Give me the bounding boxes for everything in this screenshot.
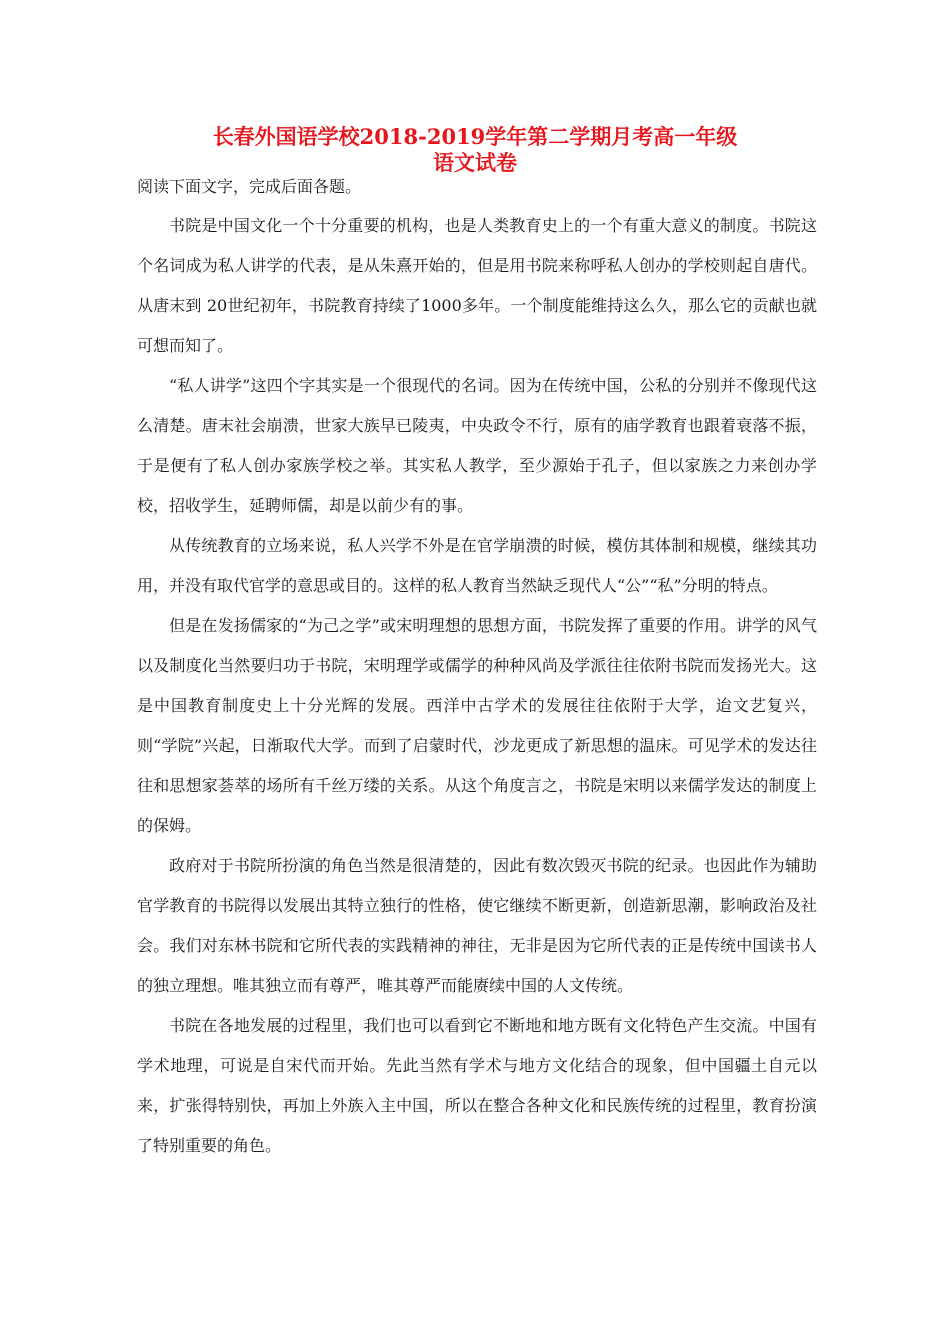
passage-paragraph-2: “私人讲学”这四个字其实是一个很现代的名词。因为在传统中国，公私的分别并不像现代这么清楚。唐末社会崩溃，世家大族早已陵夷，中央政令不行，原有的庙学教育也跟着衰落不振，于是便有了私人创办家族学校之举。其实私人教学，至少源始于孔子，但以家族之力来创办学校，招收学生，延聘师儒，却是以前少有的事。: [137, 376, 817, 515]
exam-subtitle: 语文试卷: [433, 150, 517, 175]
passage-paragraph-1: 书院是中国文化一个十分重要的机构，也是人类教育史上的一个有重大意义的制度。书院这个名词成为私人讲学的代表，是从朱熹开始的，但是用书院来称呼私人创办的学校则起自唐代。从唐末到 20世纪初年，书院教育持续了1000多年。一个制度能维持这么久，那么它的贡献也就可想而知了。: [137, 216, 817, 355]
passage-paragraph-4: 但是在发扬儒家的“为己之学”或宋明理想的思想方面，书院发挥了重要的作用。讲学的风气以及制度化当然要归功于书院，宋明理学或儒学的种种风尚及学派往往依附书院而发扬光大。这是中国教育制度史上十分光辉的发展。西洋中古学术的发展往往依附于大学，迨文艺复兴，则“学院”兴起，日渐取代大学。而到了启蒙时代，沙龙更成了新思想的温床。可见学术的发达往往和思想家荟萃的场所有千丝万缕的关系。从这个角度言之，书院是宋明以来儒学发达的制度上的保姆。: [137, 616, 817, 835]
reading-passage: [137, 174, 817, 1166]
instruction-text: 阅读下面文字，完成后面各题。: [137, 177, 362, 196]
passage-paragraph-5: 政府对于书院所扮演的角色当然是很清楚的，因此有数次毁灭书院的纪录。也因此作为辅助官学教育的书院得以发展出其特立独行的性格，使它继续不断更新，创造新思潮，影响政治及社会。我们对东林书院和它所代表的实践精神的神往，无非是因为它所代表的正是传统中国读书人的独立理想。唯其独立而有尊严，唯其尊严而能赓续中国的人文传统。: [137, 856, 817, 995]
passage-paragraph-3: 从传统教育的立场来说，私人兴学不外是在官学崩溃的时候，模仿其体制和规模，继续其功用，并没有取代官学的意思或目的。这样的私人教育当然缺乏现代人“公”“私”分明的特点。: [137, 536, 817, 595]
exam-title: 长春外国语学校2018-2019学年第二学期月考高一年级: [212, 124, 738, 149]
passage-paragraph-6: 书院在各地发展的过程里，我们也可以看到它不断地和地方既有文化特色产生交流。中国有学术地理，可说是自宋代而开始。先此当然有学术与地方文化结合的现象，但中国疆土自元以来，扩张得特别快，再加上外族入主中国，所以在整合各种文化和民族传统的过程里，教育扮演了特别重要的角色。: [137, 1016, 817, 1155]
